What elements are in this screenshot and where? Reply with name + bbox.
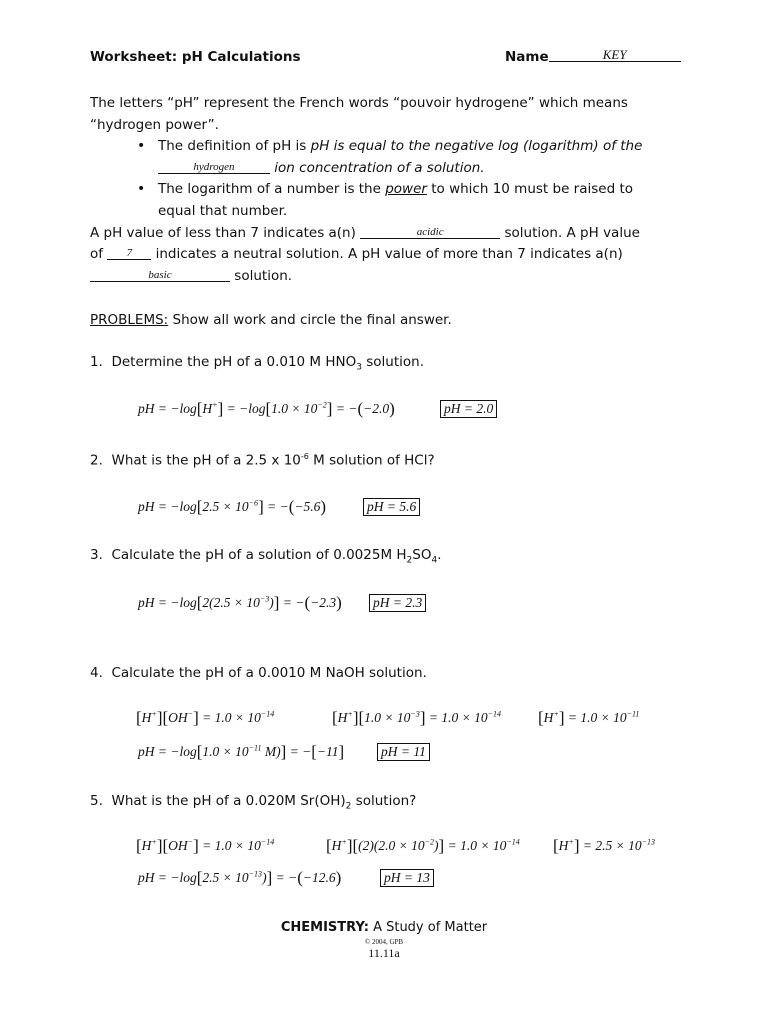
problem-5: 5. What is the pH of a 0.020M $Sr(OH)_2$ solution? <box>90 793 417 812</box>
problem-2-work: pH = $-\log[2.5 \times 10^{-6}] = -(-5.6)$ <box>138 497 327 516</box>
bullet-2-marker: • <box>137 181 146 197</box>
problem-5-work-b: $[H^+][(2)(2.0 \times 10^{-2})] = 1.0 \times 10^{-14}$ <box>326 836 520 855</box>
footer-copyright: © 2004, GPB <box>364 938 404 946</box>
acidic-sentence: A pH value of less than 7 indicates a(n) acidic solution. A pH value <box>90 225 640 241</box>
problem-1-work: pH = $-\log[H^+] = -\log[1.0 \times 10^{-2}] = -(-2.0)$ <box>138 399 395 418</box>
problem-1: 1. Determine the pH of a 0.010 M $HNO_3$ solution. <box>90 354 425 373</box>
name-field <box>505 49 681 65</box>
footer-brand: CHEMISTRY: A Study of Matter <box>280 920 488 935</box>
problem-3-work: pH = $-\log[2(2.5 \times 10^{-3})] = -(-2.3)$ <box>138 593 342 612</box>
intro-line-2: “hydrogen power”. <box>90 117 219 133</box>
problems-heading: PROBLEMS: Show all work and circle the final answer. <box>90 312 452 328</box>
problem-4-work-d: pH = $-\log[1.0 \times 10^{-11}$ M)] = −[−11] <box>138 742 345 761</box>
problem-4-work-b: $[H^+][1.0 \times 10^{-3}] = 1.0 \times 10^{-14}$ <box>332 708 501 727</box>
bullet-1-marker: • <box>137 138 146 154</box>
bullet-2-text: The logarithm of a number is the power to which 10 must be raised to <box>158 181 633 197</box>
bullet-1-text-cont: hydrogen ion concentration of a solution. <box>158 160 485 176</box>
intro-line-1: The letters “pH” represent the French words “pouvoir hydrogene” which means <box>90 95 628 111</box>
acidic-blank: acidic <box>360 226 500 239</box>
problem-4-work-c: $[H^+] = 1.0 \times 10^{-11}$ <box>538 708 640 727</box>
problem-4: 4. Calculate the pH of a 0.0010 M NaOH solution. <box>90 665 427 681</box>
problem-5-work-c: $[H^+] = 2.5 \times 10^{-13}$ <box>553 836 656 855</box>
basic-sentence: basic solution. <box>90 268 292 284</box>
problem-2: 2. What is the pH of a 2.5 x $10^{-6}$ M solution of HCl? <box>90 452 435 469</box>
basic-blank: basic <box>90 269 230 282</box>
problem-5-work-d: pH = $-\log[2.5 \times 10^{-13})] = -(-12.6)$ <box>138 868 342 887</box>
name-value: KEY <box>549 49 681 62</box>
bullet-1-text: The definition of pH is pH is equal to the negative log (logarithm) of the <box>158 138 643 154</box>
problem-5-work-a: $[H^+][OH^-] = 1.0 \times 10^{-14}$ <box>136 836 275 855</box>
problem-1-answer: pH = 2.0 <box>440 400 497 418</box>
neutral-sentence: of 7 indicates a neutral solution. A pH value of more than 7 indicates a(n) <box>90 246 623 262</box>
problem-4-work-a: $[H^+][OH^-] = 1.0 \times 10^{-14}$ <box>136 708 275 727</box>
hydrogen-blank: hydrogen <box>158 161 270 174</box>
neutral-blank: 7 <box>107 247 151 260</box>
name-label: Name <box>505 49 549 65</box>
footer-page-number: 11.11a <box>368 946 400 960</box>
problem-3-answer: pH = 2.3 <box>369 594 426 612</box>
worksheet-title: Worksheet: pH Calculations <box>90 49 301 65</box>
problem-2-answer: pH = 5.6 <box>363 498 420 516</box>
problem-4-answer: pH = 11 <box>377 743 430 761</box>
bullet-2-text-cont: equal that number. <box>158 203 288 219</box>
problem-5-answer: pH = 13 <box>380 869 434 887</box>
problem-3: 3. Calculate the pH of a solution of 0.0025M $H_2SO_4$. <box>90 547 442 566</box>
